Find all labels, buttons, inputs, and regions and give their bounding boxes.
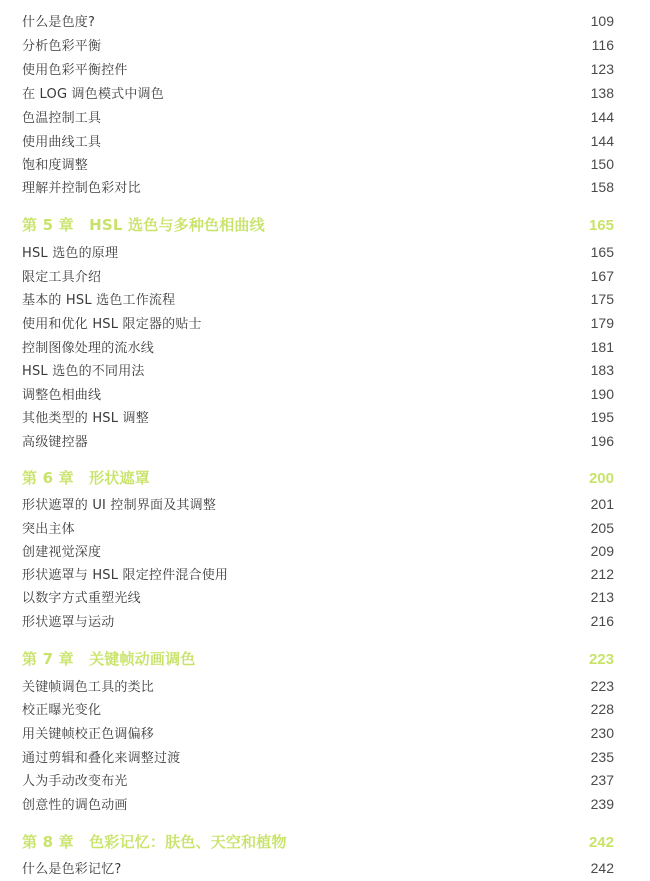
entry-title: 人为手动改变布光 xyxy=(22,774,128,789)
toc-entry xyxy=(22,36,614,56)
chapter-heading xyxy=(22,216,614,235)
entry-title: 形状遮罩的 UI 控制界面及其调整 xyxy=(22,498,217,513)
toc-entry xyxy=(22,108,614,128)
toc-entry xyxy=(22,519,614,539)
page-number: 223 xyxy=(588,651,614,668)
page-number: 239 xyxy=(590,796,614,812)
page-number: 150 xyxy=(590,156,614,172)
chapter-title: 第 6 章 形状遮罩 xyxy=(22,469,150,487)
toc-entry xyxy=(22,290,614,310)
toc-entry xyxy=(22,84,614,104)
entry-title: 创意性的调色动画 xyxy=(22,798,128,813)
entry-title: 其他类型的 HSL 调整 xyxy=(22,411,149,426)
chapter-title: 第 7 章 关键帧动画调色 xyxy=(22,650,196,668)
chapter-heading xyxy=(22,833,614,852)
entry-title: 什么是色度? xyxy=(22,15,96,30)
toc-entry xyxy=(22,542,614,562)
entry-title: 使用和优化 HSL 限定器的贴士 xyxy=(22,317,202,332)
page-number: 205 xyxy=(590,520,614,536)
entry-title: 饱和度调整 xyxy=(22,158,89,173)
page-number: 175 xyxy=(590,291,614,307)
entry-title: 限定工具介绍 xyxy=(22,270,102,285)
page-number: 209 xyxy=(590,543,614,559)
toc-entry xyxy=(22,178,614,198)
toc-entry xyxy=(22,588,614,608)
entry-title: 通过剪辑和叠化来调整过渡 xyxy=(22,751,181,766)
entry-title: 突出主体 xyxy=(22,522,75,537)
page-number: 183 xyxy=(590,362,614,378)
toc-entry xyxy=(22,267,614,287)
page-number: 230 xyxy=(590,725,614,741)
entry-title: 理解并控制色彩对比 xyxy=(22,181,141,196)
toc-entry xyxy=(22,338,614,358)
page-number: 212 xyxy=(590,566,614,582)
page-number: 201 xyxy=(590,496,614,512)
toc-entry xyxy=(22,314,614,334)
toc-entry xyxy=(22,724,614,744)
entry-title: 控制图像处理的流水线 xyxy=(22,341,155,356)
page-number: 144 xyxy=(590,109,614,125)
page-number: 195 xyxy=(590,409,614,425)
entry-title: 以数字方式重塑光线 xyxy=(22,591,141,606)
entry-title: 校正曝光变化 xyxy=(22,703,102,718)
page-number: 165 xyxy=(590,244,614,260)
page-number: 144 xyxy=(590,133,614,149)
page-number: 116 xyxy=(591,37,614,53)
page-number: 196 xyxy=(590,433,614,449)
toc-entry xyxy=(22,361,614,381)
page-number: 179 xyxy=(590,315,614,331)
toc-entry xyxy=(22,677,614,697)
entry-title: 关键帧调色工具的类比 xyxy=(22,680,155,695)
entry-title: HSL 选色的不同用法 xyxy=(22,364,145,379)
chapter-title: 第 8 章 色彩记忆：肤色、天空和植物 xyxy=(22,833,287,851)
page-number: 213 xyxy=(590,589,614,605)
page-number: 167 xyxy=(590,268,614,284)
toc-entry xyxy=(22,12,614,32)
page-number: 216 xyxy=(590,613,614,629)
entry-title: 用关键帧校正色调偏移 xyxy=(22,727,155,742)
entry-title: 调整色相曲线 xyxy=(22,388,102,403)
toc-entry xyxy=(22,565,614,585)
page-number: 138 xyxy=(590,85,614,101)
entry-title: 使用色彩平衡控件 xyxy=(22,63,128,78)
entry-title: 使用曲线工具 xyxy=(22,135,102,150)
toc-entry xyxy=(22,243,614,263)
toc-entry xyxy=(22,771,614,791)
chapter-title: 第 5 章 HSL 选色与多种色相曲线 xyxy=(22,216,265,234)
entry-title: 基本的 HSL 选色工作流程 xyxy=(22,293,176,308)
page-number: 109 xyxy=(590,13,614,29)
page-number: 242 xyxy=(588,834,614,851)
toc-entry xyxy=(22,385,614,405)
page-number: 242 xyxy=(590,860,614,876)
toc-entry xyxy=(22,700,614,720)
entry-title: HSL 选色的原理 xyxy=(22,246,119,261)
toc-entry xyxy=(22,132,614,152)
toc-entry xyxy=(22,795,614,815)
page-number: 237 xyxy=(590,772,614,788)
entry-title: 分析色彩平衡 xyxy=(22,39,102,54)
chapter-heading xyxy=(22,469,614,488)
entry-title: 创建视觉深度 xyxy=(22,545,102,560)
toc-entry xyxy=(22,432,614,452)
toc-entry xyxy=(22,495,614,515)
entry-title: 形状遮罩与 HSL 限定控件混合使用 xyxy=(22,568,229,583)
entry-title: 什么是色彩记忆? xyxy=(22,862,122,877)
toc-entry xyxy=(22,859,614,879)
chapter-heading xyxy=(22,650,614,669)
entry-title: 高级键控器 xyxy=(22,435,89,450)
toc-entry xyxy=(22,612,614,632)
toc-entry xyxy=(22,155,614,175)
toc-entry xyxy=(22,60,614,80)
entry-title: 色温控制工具 xyxy=(22,111,102,126)
entry-title: 在 LOG 调色模式中调色 xyxy=(22,87,164,102)
page-number: 158 xyxy=(590,179,614,195)
page-number: 190 xyxy=(590,386,614,402)
page-number: 200 xyxy=(588,470,614,487)
page-number: 123 xyxy=(590,61,614,77)
page-number: 228 xyxy=(590,701,614,717)
page-number: 223 xyxy=(590,678,614,694)
page-number: 165 xyxy=(588,217,614,234)
toc-entry xyxy=(22,748,614,768)
toc-entry xyxy=(22,408,614,428)
entry-title: 形状遮罩与运动 xyxy=(22,615,115,630)
page-number: 235 xyxy=(590,749,614,765)
page-number: 181 xyxy=(590,339,614,355)
